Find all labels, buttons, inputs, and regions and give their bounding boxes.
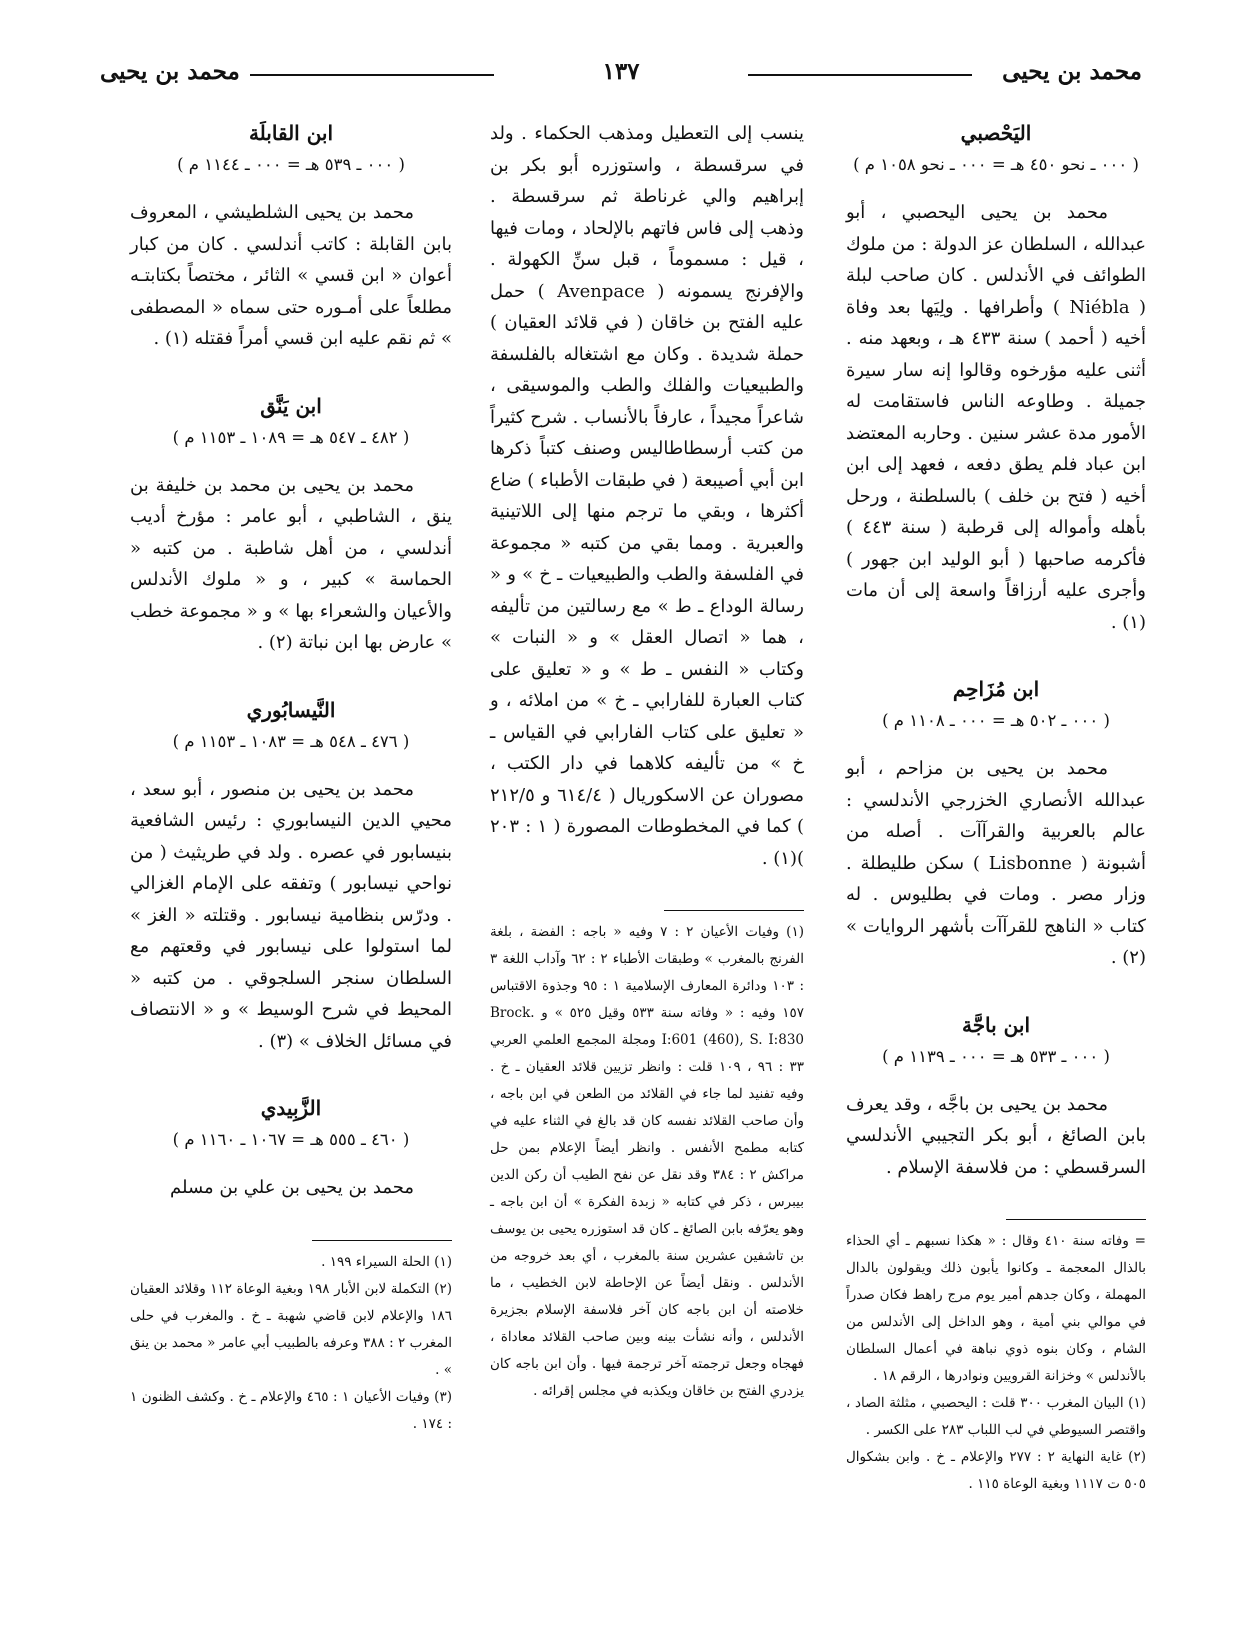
running-head-right: محمد بن يحيى bbox=[1002, 58, 1142, 85]
footnotes bbox=[846, 1228, 1146, 1498]
footnote: (١) الحلة السيراء ١٩٩ . bbox=[321, 1253, 452, 1270]
entry-text: محمد بن يحيى بن محمد بن خليفة بن ينق ، الشاطبي ، أبو عامر : مؤرخ أديب أندلسي ، من أهل شاطبة . من كتبه « الحماسة » كبير ، و « ملوك الأندلس والأعيان والشعراء بها » و « مجموعة خطب » عارض بها ابن نباتة (٢) . bbox=[130, 474, 452, 653]
footnote: (٢) غاية النهاية ٢ : ٢٧٧ والإعلام ـ خ . وابن بشكوال ٥٠٥ ت ١١١٧ وبغية الوعاة ١١٥ . bbox=[846, 1449, 1147, 1492]
entry-text: محمد بن يحيى اليحصبي ، أبو عبدالله ، السلطان عز الدولة : من ملوك الطوائف في الأندلس . كان صاحب لبلة ( Niébla ) وأطرافها . ولِيَها بعد وفاة أخيه ( أحمد ) سنة ٤٣٣ هـ ، وبعهد منه . أثنى عليه مؤرخوه وقالوا إنه سار سيرة جميلة . وطاوعه الناس فاستقامت له الأمور مدة عشر سنين . وحاربه المعتضد ابن عباد فلم يطق دفعه ، فعهد إلى ابن أخيه ( فتح بن خلف ) بالسلطنة ، ورحل بأهله وأمواله إلى قرطبة ( سنة ٤٤٣ ) فأكرمه صاحبها ( أبو الوليد ابن جهور ) وأجرى عليه أرزاقاً واسعة إلى أن مات (١) . bbox=[846, 202, 1147, 633]
footnote-rule bbox=[312, 1240, 452, 1241]
entry-text: ينسب إلى التعطيل ومذهب الحكماء . ولد في سرقسطة ، واستوزره أبو بكر بن إبراهيم والي غرناطة ثم سرقسطة . وذهب إلى فاس فاتهم بالإلحاد ، ومات فيها ، قيل : مسموماً ، قبل سنِّ الكهولة . والإفرنج يسمونه ( Avenpace ) حمل عليه الفتح بن خاقان ( في قلائد العقيان ) حملة شديدة . وكان مع اشتغاله بالفلسفة والطبيعيات والفلك والطب والموسيقى ، شاعراً مجيداً ، عارفاً بالأنساب . شرح كثيراً من كتب أرسطاطاليس وصنف كتباً ذكرها ابن أبي أصيبعة ( في طبقات الأطباء ) ضاع أكثرها ، وبقي ما ترجم منها إلى اللاتينية والعبرية . ومما بقي من كتبه « مجموعة في الفلسفة والطب والطبيعيات ـ خ » و « رسالة الوداع ـ ط » مع رسالتين من تأليفه ، هما « اتصال العقل » و « النبات » وكتاب « النفس ـ ط » و « تعليق على كتاب العبارة للفارابي ـ خ » من املائه ، و « تعليق على كتاب الفارابي في القياس ـ خ » من تأليفه كلاهما في دار الكتب ، مصوران عن الاسكوريال ( ٦١٤/٤ و ٢١٢/٥ ) كما في المخطوطات المصورة ( ١ : ٢٠٣ )(١) . bbox=[490, 123, 804, 869]
column-left bbox=[130, 118, 452, 1438]
entry-title: ابن باجَّة bbox=[961, 1012, 1031, 1037]
column-middle bbox=[490, 118, 804, 1405]
column-right bbox=[846, 118, 1146, 1498]
footnotes bbox=[130, 1249, 452, 1438]
entry-title: النَّيسابُوري bbox=[246, 697, 336, 722]
running-head-left: محمد بن يحيى bbox=[100, 58, 240, 85]
entry-dates: ( ٠٠٠ ـ ٥٠٢ هـ = ٠٠٠ ـ ١١٠٨ م ) bbox=[882, 711, 1110, 730]
entry-text: محمد بن يحيى بن منصور ، أبو سعد ، محيي الدين النيسابوري : رئيس الشافعية بنيسابور في عصره . ولد في طريثيث ( من نواحي نيسابور ) وتفقه على الإمام الغزالي . ودرّس بنظامية نيسابور . وقتلته « الغز » لما استولوا على نيسابور في وقعتهم مع السلطان سنجر السلجوقي . من كتبه « المحيط في شرح الوسيط » و « الانتصاف في مسائل الخلاف » (٣) . bbox=[130, 778, 452, 1052]
footnote: = وفاته سنة ٤١٠ وقال : « هكذا نسبهم ـ أي الحذاء بالذال المعجمة ـ وكانوا يأبون ذلك ويقولون بالدال المهملة ، وكان جدهم أمير يوم مرج راهط فكان صدراً في موالي بني أمية ، وهو الداخل إلى الأندلس من الشام ، وكان بنوه ذوي نباهة في أعمال السلطان بالأندلس » وخزانة القرويين ونوادرها ، الرقم ١٨ . bbox=[846, 1233, 1146, 1384]
entry-dates: ( ٤٧٦ ـ ٥٤٨ هـ = ١٠٨٣ ـ ١١٥٣ م ) bbox=[172, 731, 410, 751]
entry-title: اليَحْصبي bbox=[960, 121, 1032, 145]
entry-dates: ( ٤٦٠ ـ ٥٥٥ هـ = ١٠٦٧ ـ ١١٦٠ م ) bbox=[172, 1130, 410, 1149]
entry-dates: ( ٠٠٠ ـ ٥٣٩ هـ = ٠٠٠ ـ ١١٤٤ م ) bbox=[177, 155, 405, 174]
footnote-rule bbox=[1006, 1219, 1146, 1220]
footnote: (٣) وفيات الأعيان ١ : ٤٦٥ والإعلام ـ خ . وكشف الظنون ١ : ١٧٤ . bbox=[130, 1388, 452, 1432]
entry-text: محمد بن يحيى بن علي بن مسلم bbox=[170, 1177, 414, 1198]
page-number: ١٣٧ bbox=[602, 58, 640, 85]
header-rule-left bbox=[250, 74, 494, 76]
footnote: (١) وفيات الأعيان ٢ : ٧ وفيه « باجه : الفضة ، بلغة الفرنج بالمغرب » وطبقات الأطباء ٢ : ٦٢ وآداب اللغة ٣ : ١٠٣ ودائرة المعارف الإسلامية ١ : ٩٥ وجذوة الاقتباس ١٥٧ وفيه : « وفاته سنة ٥٣٣ وقيل ٥٢٥ » و Brock. I:601 (460), S. I:830 ومجلة المجمع العلمي العربي ٣٣ : ٩٦ ، ١٠٩ قلت : وانظر تزيين قلائد العقيان ـ خ . وفيه تفنيد لما جاء في القلائد من الطعن في ابن باجه ، وأن صاحب القلائد نفسه كان قد بالغ في الثناء عليه في كتابه مطمح الأنفس . وانظر أيضاً الإعلام بمن حل مراكش ٢ : ٣٨٤ وقد نقل عن نفح الطيب أن ركن الدين بيبرس ، ذكر في كتابه « زبدة الفكرة » أن ابن باجه ـ وهو يعرّفه بابن الصائغ ـ كان قد استوزره يحيى بن يوسف بن تاشفين عشرين سنة بالمغرب ، أي بعد خروجه من الأندلس . ونقل أيضاً عن الإحاطة لابن الخطيب ، ما خلاصته أن ابن باجه كان آخر فلاسفة الإسلام بجزيرة الأندلس ، وأنه نشأت بينه وبين صاحب القلائد معاداة ، فهجاه وجعل ترجمته آخر ترجمة فيها . وأن ابن باجه كان يزدري الفتح بن خاقان ويكذبه في مجلس إقرائه . bbox=[490, 924, 804, 1399]
entry-text: محمد بن يحيى بن مزاحم ، أبو عبدالله الأنصاري الخزرجي الأندلسي : عالم بالعربية والقرآآت . أصله من أشبونة ( Lisbonne ) سكن طليطلة . وزار مصر . ومات في بطليوس . له كتاب « الناهج للقرآآت بأشهر الروايات » (٢) . bbox=[846, 758, 1146, 968]
entry-title: الزَّبِيدي bbox=[260, 1096, 322, 1120]
entry-title: ابن يَنَّق bbox=[260, 393, 322, 418]
page-header bbox=[100, 52, 1142, 100]
footnote: (١) البيان المغرب ٣٠٠ قلت : اليحصبي ، مثلثة الصاد ، واقتصر السيوطي في لب اللباب ٢٨٣ على الكسر . bbox=[846, 1395, 1146, 1438]
entry-dates: ( ٠٠٠ ـ ٥٣٣ هـ = ٠٠٠ ـ ١١٣٩ م ) bbox=[882, 1046, 1110, 1066]
footnote: (٢) التكملة لابن الأبار ١٩٨ وبغية الوعاة ١١٢ وقلائد العقيان ١٨٦ والإعلام لابن قاضي شهبة ـ خ . والمغرب في حلى المغرب ٢ : ٣٨٨ وعرفه بالطبيب أبي عامر « محمد بن ينق » . bbox=[130, 1280, 452, 1378]
footnote-rule bbox=[664, 910, 804, 911]
entry-text: محمد بن يحيى بن باجَّه ، وقد يعرف بابن الصائغ ، أبو بكر التجيبي الأندلسي السرقسطي : من فلاسفة الإسلام . bbox=[846, 1093, 1146, 1178]
entry-dates: ( ٤٨٢ ـ ٥٤٧ هـ = ١٠٨٩ ـ ١١٥٣ م ) bbox=[172, 427, 410, 447]
entry-dates: ( ٠٠٠ ـ نحو ٤٥٠ هـ = ٠٠٠ ـ نحو ١٠٥٨ م ) bbox=[853, 155, 1139, 174]
entry-title: ابن مُزَاحِم bbox=[952, 677, 1040, 701]
header-rule-right bbox=[748, 74, 972, 76]
footnotes bbox=[490, 919, 804, 1405]
entry-text: محمد بن يحيى الشلطيشي ، المعروف بابن القابلة : كاتب أندلسي . كان من كبار أعوان « ابن قسي » الثائر ، مختصاً بكتابتـه مطلعاً على أمـوره حتى سماه « المصطفى » ثم نقم عليه ابن قسي أمراً فقتله (١) . bbox=[130, 202, 452, 349]
entry-title: ابن القابلَة bbox=[248, 121, 334, 145]
